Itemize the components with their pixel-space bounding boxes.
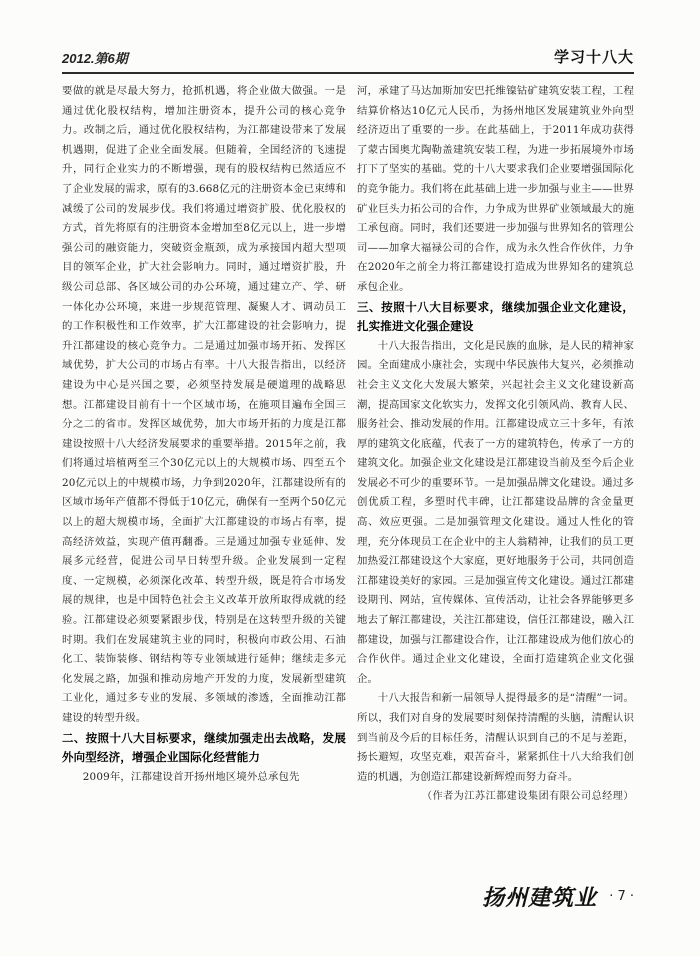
- paragraph: 河，承建了马达加斯加安巴托维镍钴矿建筑安装工程，工程结算价格达10亿元人民币，为扬州地区发展建筑业外向型经济迈出了重要的一步。在此基础上，于2011年成功获得了蒙古国奥尤陶勒盖建筑安装工程，为进一步拓展境外市场打下了坚实的基础。党的十八大要求我们企业要增强国际化的竞争能力。我们将在此基础上进一步加强与业主——世界矿业巨头力拓公司的合作，力争成为世界矿业领域最大的施工承包商。同时，我们还要进一步加强与世界知名的管理公司——加拿大福禄公司的合作，成为永久性合作伙伴，力争在2020年之前全力将江都建设打造成为世界知名的建筑总承包企业。: [357, 85, 634, 293]
- magazine-logo: 扬州建筑业: [482, 884, 598, 911]
- section-heading-2: 二、按照十八大目标要求，继续加强走出去战略，发展外向型经济，增强企业国际化经营能力: [62, 730, 346, 765]
- issue-label: 2012.第6期: [62, 51, 128, 66]
- page-header: [62, 46, 634, 70]
- page-number: · 7 ·: [609, 888, 634, 904]
- section-heading-3: 三、按照十八大目标要求，继续加强企业文化建设，扎实推进文化强企建设: [357, 299, 634, 334]
- right-column: [357, 82, 634, 807]
- page-footer: [482, 880, 634, 912]
- header-divider: [62, 72, 634, 74]
- paragraph: 十八大报告指出，文化是民族的血脉，是人民的精神家园。全面建成小康社会，实现中华民族伟大复兴，必须推动社会主义文化大发展大繁荣，兴起社会主义文化建设新高潮，提高国家文化软实力，发挥文化引领风尚、教育人民、服务社会、推动发展的作用。江都建设成立三十多年，有浓厚的建筑文化底蕴，代表了一方的建筑特色，传承了一方的建筑文化。加强企业文化建设是江都建设当前及至今后企业发展必不可少的重要环节。一是加强品牌文化建设。通过多创优质工程，多塑时代丰碑，让江都建设品牌的含金量更高、效应更强。二是加强管理文化建设。通过人性化的管理，充分体现员工在企业中的主人翁精神，让我们的员工更加热爱江都建设这个大家庭，更好地服务于公司，共同创造江都建设美好的家园。三是加强宣传文化建设。通过江都建设期刊、网站，宣传媒体、宣传活动，让社会各界能够更多地去了解江都建设，关注江都建设，信任江都建设，融入江都建设，加强与江都建设合作，让江都建设成为他们放心的合作伙伴。通过企业文化建设，全面打造建筑企业文化强企。: [357, 339, 634, 685]
- column-title: 学习十八大: [553, 48, 634, 66]
- paragraph: 十八大报告和新一届领导人提得最多的是“清醒”一词。所以，我们对自身的发展要时刻保持清醒的头脑，清醒认识到当前及今后的目标任务，清醒认识到自己的不足与差距，扬长避短，攻坚克难，艰苦奋斗，紧紧抓住十八大给我们创造的机遇，为创造江都建设新辉煌而努力奋斗。: [357, 692, 634, 783]
- author-note: （作者为江苏江都建设集团有限公司总经理）: [422, 791, 634, 803]
- left-column: [62, 82, 346, 787]
- paragraph: 2009年，江都建设首开扬州地区境外总承包先: [82, 770, 300, 783]
- paragraph: 要做的就是尽最大努力，抢抓机遇，将企业做大做强。一是通过优化股权结构，增加注册资本，提升公司的核心竞争力。改制之后，通过优化股权结构，为江都建设带来了发展机遇期，促进了企业全面发展。但随着，全国经济的飞速提升，同行企业实力的不断增强，现有的股权结构已然适应不了企业发展的需求，原有的3.668亿元的注册资本金已束缚和减缓了公司的发展步伐。我们将通过增资扩股、优化股权的方式，首先将原有的注册资本金增加至8亿元以上，进一步增强公司的融资能力，突破资金瓶颈，成为承接国内超大型项目的领军企业，扩大社会影响力。同时，通过增资扩股，升级公司总部、各区域公司的办公环境，通过建立产、学、研一体化办公环境，来进一步规范管理、凝聚人才、调动员工的工作积极性和工作效率，扩大江都建设的社会影响力，提升江都建设的核心竞争力。二是通过加强市场开拓、发挥区域优势，扩大公司的市场占有率。十八大报告指出，以经济建设为中心是兴国之要，必须坚持发展是硬道理的战略思想。江都建设目前有十一个区域市场，在施项目遍布全国三分之二的省市。发挥区域优势，加大市场开拓的力度是江都建设按照十八大经济发展要求的重要举措。2015年之前，我们将通过培植两至三个30亿元以上的大规模市场、四至五个20亿元以上的中规模市场，力争到2020年，江都建设所有的区域市场年产值都不得低于10亿元，确保有一至两个50亿元以上的超大规模市场，全面扩大江都建设的市场占有率，提高经济效益，实现产值再翻番。三是通过加强专业延伸、发展多元经营，促进公司早日转型升级。企业发展到一定程度、一定规模，必须深化改革、转型升级，既是符合市场发展的规律，也是中国特色社会主义改革开放所取得成就的经验。江都建设必须要紧跟步伐，特别是在这转型升级的关键时期。我们在发展建筑主业的同时，积极向市政公用、石油化工、装饰装修、钢结构等专业领域进行延伸；继续走多元化发展之路，加强和推动房地产开发的力度，发展新型建筑工业化，通过多专业的发展、多领域的渗透，全面推动江都建设的转型升级。: [62, 85, 346, 724]
